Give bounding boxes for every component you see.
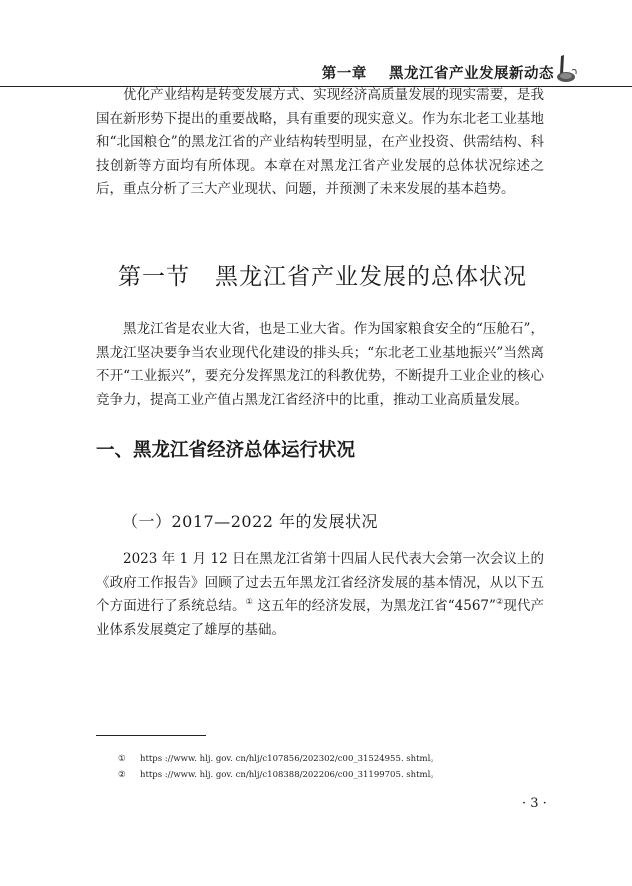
intro-paragraph: 优化产业结构是转变发展方式、实现经济高质量发展的现实需要，是我国在新形势下提出的重要战略，具有重要的现实意义。作为东北老工业基地和“北国粮仓”的黑龙江省的产业结构转型明显，在产业投资、供需结构、科技创新等方面均有所体现。本章在对黑龙江省产业发展的总体状况综述之后，重点分析了三大产业现状、问题，并预测了未来发展的基本趋势。 [96, 87, 544, 198]
footnote-rule [96, 735, 206, 736]
footnote-mark: ① [118, 754, 126, 764]
footnote-ref-1[interactable]: ① [245, 597, 253, 607]
subsection-title: 一、黑龙江省经济总体运行状况 [96, 440, 356, 461]
subsubsection-title: （一）2017—2022 年的发展状况 [122, 512, 379, 531]
chapter-title: 黑龙江省产业发展新动态 [389, 66, 554, 82]
section-heading: 黑龙江省产业发展的总体状况 [214, 264, 527, 290]
subsubsection-paragraph [96, 548, 544, 642]
section-title [118, 258, 527, 291]
paragraph-text-2: 这五年的经济发展，为黑龙江省“4567” [252, 598, 496, 615]
footnote-mark: ② [118, 770, 126, 780]
footnote-ref-2[interactable]: ② [495, 597, 504, 607]
paragraph-text-1: 2023 年 1 月 12 日在黑龙江省第十四届人民代表大会第一次会议上的《政府工作报告》回顾了过去五年黑龙江省经济发展的基本情况，从以下五个方面进行了系统总结。 [96, 551, 544, 615]
footnote-link[interactable]: https ://www. hlj. gov. cn/hlj/c107856/202302/c00_31524955. shtml。 [140, 754, 439, 764]
section-paragraph: 黑龙江省是农业大省，也是工业大省。作为国家粮食安全的“压舱石”，黑龙江坚决要争当农业现代化建设的排头兵；“东北老工业基地振兴”当然离不开“工业振兴”，要充分发挥黑龙江的科教优势，不断提升工业企业的核心竞争力，提高工业产值占黑龙江省经济中的比重，推动工业高质量发展。 [96, 321, 544, 408]
page-number: · 3 · [522, 796, 547, 811]
brush-and-ink-stone-icon [552, 54, 578, 84]
chapter-label: 第一章 [321, 66, 367, 82]
footnote-2 [118, 768, 439, 780]
footnote-1 [118, 752, 439, 764]
paragraph-text-3: 现代产业体系发展奠定了雄厚的基础。 [96, 598, 545, 638]
section-number: 第一节 [118, 264, 190, 290]
running-header [322, 62, 554, 83]
footnote-link[interactable]: https ://www. hlj. gov. cn/hlj/c108388/202206/c00_31199705. shtml。 [140, 770, 439, 780]
